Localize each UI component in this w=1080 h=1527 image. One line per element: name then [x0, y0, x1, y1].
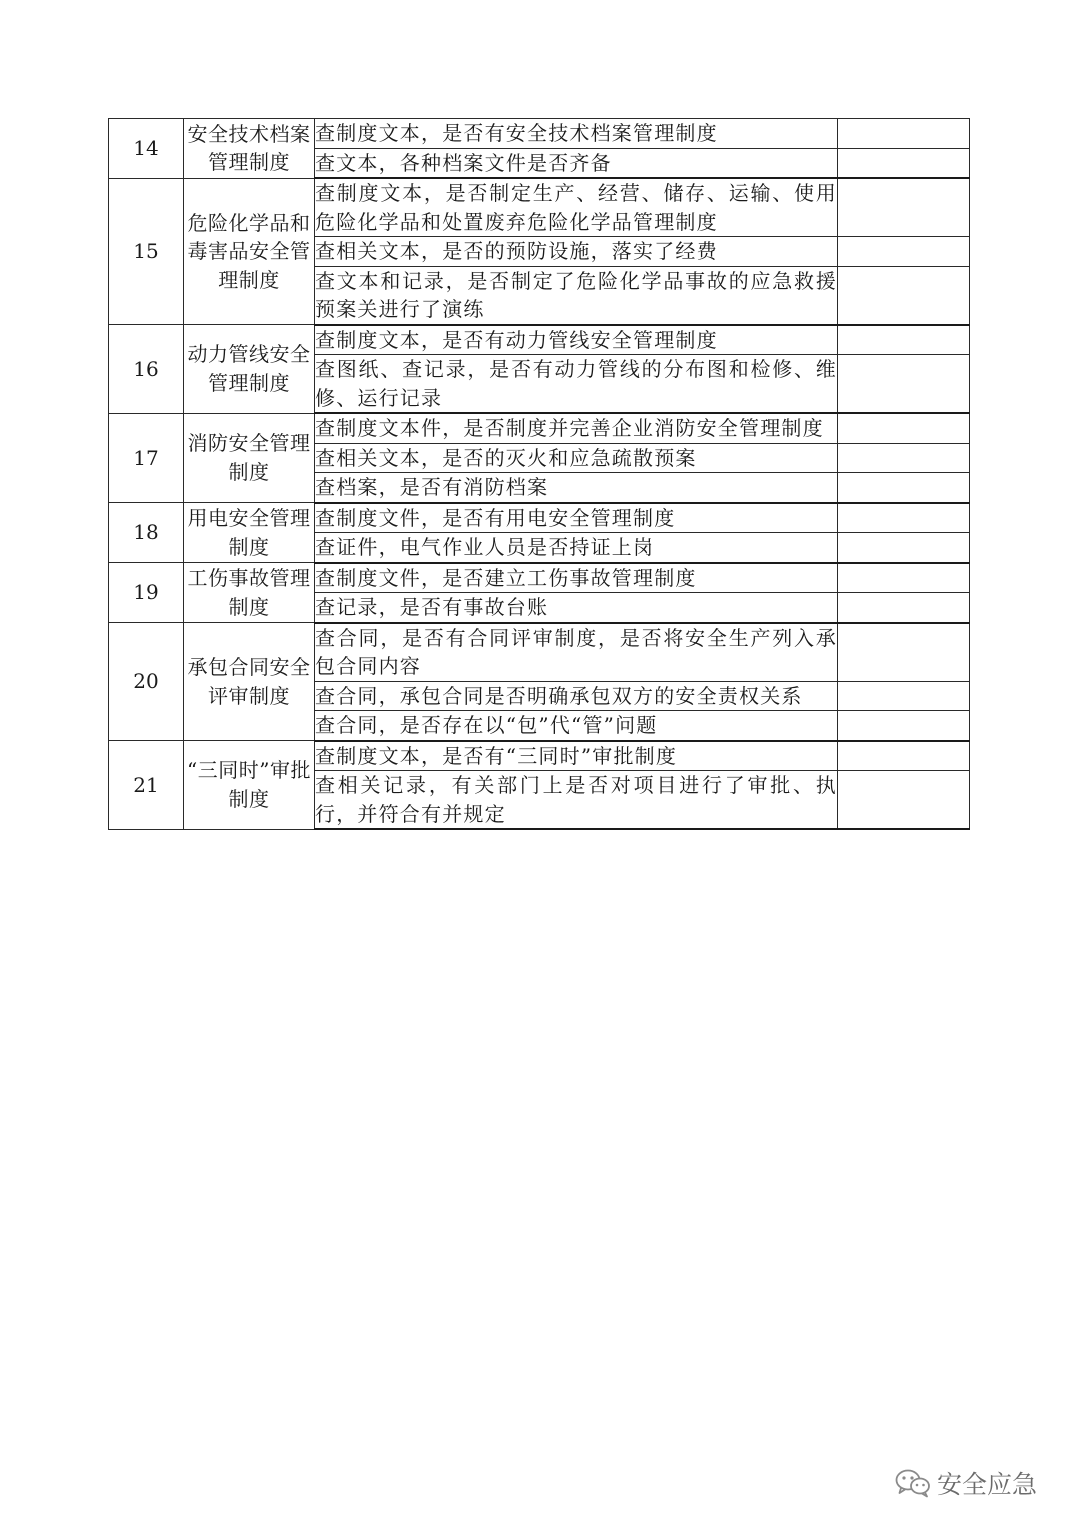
table-row	[109, 413, 970, 443]
inspection-checklist-table	[108, 118, 970, 830]
check-item: 查制度文本，是否制定生产、经营、储存、运输、使用危险化学品和处置废弃危险化学品管理制度	[315, 178, 838, 237]
regulation-name: 工伤事故管理制度	[184, 563, 315, 623]
table-row	[109, 503, 970, 533]
item-number: 17	[109, 413, 184, 503]
regulation-name: 消防安全管理制度	[184, 413, 315, 503]
check-item: 查制度文本，是否有安全技术档案管理制度	[315, 119, 838, 149]
result-cell	[838, 443, 970, 473]
check-item: 查档案，是否有消防档案	[315, 473, 838, 503]
result-cell	[838, 593, 970, 623]
check-item: 查记录，是否有事故台账	[315, 593, 838, 623]
check-item: 查制度文件，是否建立工伤事故管理制度	[315, 563, 838, 593]
check-item: 查制度文件，是否有用电安全管理制度	[315, 503, 838, 533]
check-item: 查相关文本，是否的灭火和应急疏散预案	[315, 443, 838, 473]
check-item: 查相关文本，是否的预防设施，落实了经费	[315, 237, 838, 267]
result-cell	[838, 237, 970, 267]
wechat-icon	[895, 1468, 931, 1498]
item-number: 15	[109, 178, 184, 325]
table-row	[109, 563, 970, 593]
result-cell	[838, 178, 970, 237]
check-item: 查文本和记录，是否制定了危险化学品事故的应急救援预案关进行了演练	[315, 266, 838, 325]
item-number: 14	[109, 119, 184, 179]
result-cell	[838, 325, 970, 355]
result-cell	[838, 533, 970, 563]
table-row	[109, 325, 970, 355]
item-number: 20	[109, 623, 184, 741]
watermark-text: 安全应急	[937, 1470, 1038, 1499]
check-item: 查文本，各种档案文件是否齐备	[315, 148, 838, 178]
item-number: 21	[109, 741, 184, 830]
result-cell	[838, 355, 970, 414]
check-item: 查证件，电气作业人员是否持证上岗	[315, 533, 838, 563]
regulation-name: 危险化学品和毒害品安全管理制度	[184, 178, 315, 325]
regulation-name: 安全技术档案管理制度	[184, 119, 315, 179]
result-cell	[838, 711, 970, 741]
item-number: 16	[109, 325, 184, 414]
table-row	[109, 178, 970, 237]
check-item: 查合同，是否有合同评审制度，是否将安全生产列入承包合同内容	[315, 623, 838, 682]
check-item: 查制度文本，是否有动力管线安全管理制度	[315, 325, 838, 355]
result-cell	[838, 503, 970, 533]
regulation-name: “三同时”审批制度	[184, 741, 315, 830]
regulation-name: 承包合同安全评审制度	[184, 623, 315, 741]
result-cell	[838, 473, 970, 503]
watermark	[895, 1463, 1037, 1503]
check-item: 查相关记录，有关部门上是否对项目进行了审批、执行，并符合有并规定	[315, 771, 838, 830]
check-item: 查图纸、查记录，是否有动力管线的分布图和检修、维修、运行记录	[315, 355, 838, 414]
item-number: 18	[109, 503, 184, 563]
check-item: 查合同，是否存在以“包”代“管”问题	[315, 711, 838, 741]
result-cell	[838, 623, 970, 682]
check-item: 查制度文本件，是否制度并完善企业消防安全管理制度	[315, 413, 838, 443]
check-item: 查合同，承包合同是否明确承包双方的安全责权关系	[315, 681, 838, 711]
table-row	[109, 623, 970, 682]
table-row	[109, 119, 970, 149]
item-number: 19	[109, 563, 184, 623]
result-cell	[838, 681, 970, 711]
result-cell	[838, 148, 970, 178]
result-cell	[838, 413, 970, 443]
result-cell	[838, 119, 970, 149]
table-row	[109, 741, 970, 771]
result-cell	[838, 741, 970, 771]
check-item: 查制度文本，是否有“三同时”审批制度	[315, 741, 838, 771]
result-cell	[838, 563, 970, 593]
regulation-name: 动力管线安全管理制度	[184, 325, 315, 414]
result-cell	[838, 771, 970, 830]
result-cell	[838, 266, 970, 325]
regulation-name: 用电安全管理制度	[184, 503, 315, 563]
